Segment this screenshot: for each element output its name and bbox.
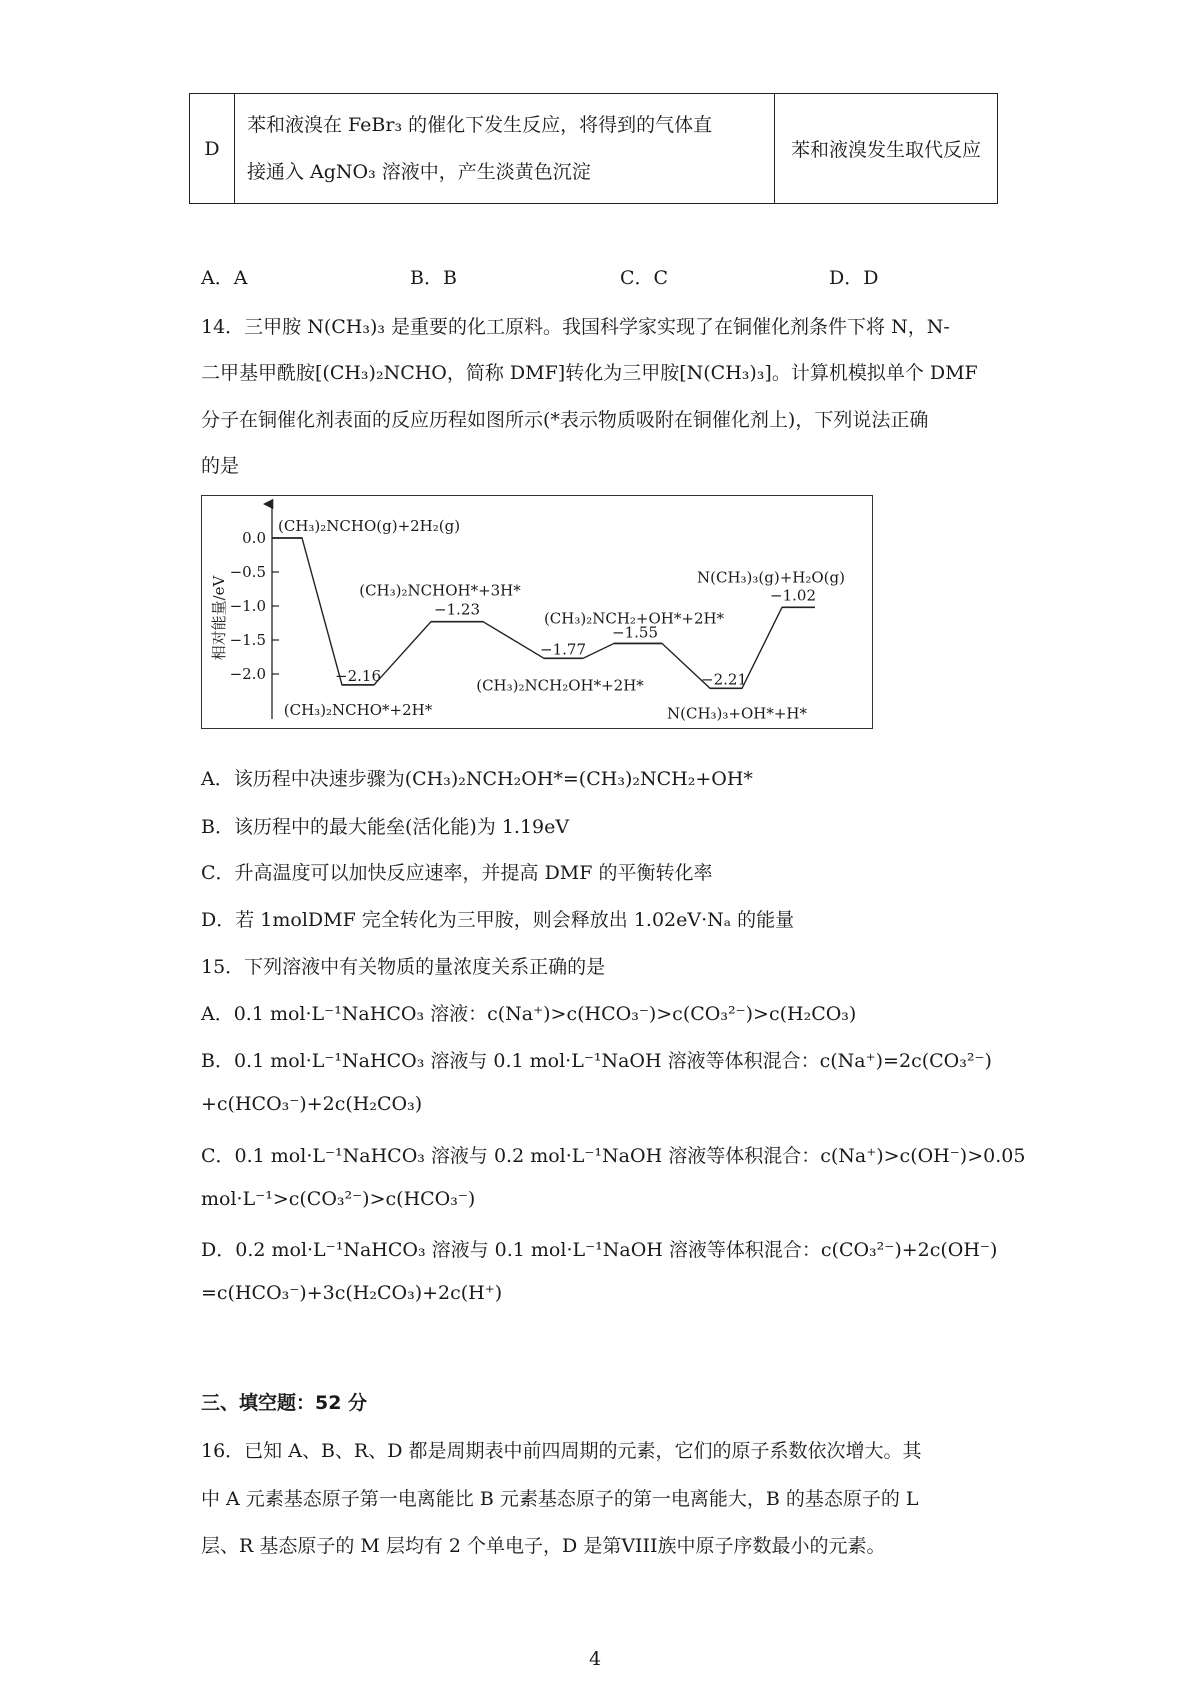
q13-option-b: B．B	[410, 267, 457, 289]
state-labels	[278, 517, 845, 722]
energy-label: −1.23	[434, 600, 480, 619]
y-tick-label: 0.0	[242, 529, 266, 547]
desc-line-1: 苯和液溴在 FeBr₃ 的催化下发生反应，将得到的气体直	[247, 113, 713, 136]
q16-line-1: 16．已知 A、B、R、D 都是周期表中前四周期的元素，它们的原子系数依次增大。其	[201, 1440, 922, 1462]
q15-option-c-line-1: C．0.1 mol·L⁻¹NaHCO₃ 溶液与 0.2 mol·L⁻¹NaOH 溶液等体积混合：c(Na⁺)>c(OH⁻)>0.05	[201, 1145, 1026, 1167]
q15-option-d-line-2: =c(HCO₃⁻)+3c(H₂CO₃)+2c(H⁺)	[201, 1282, 503, 1304]
y-tick-label: −0.5	[229, 563, 266, 581]
q14-option-d: D．若 1molDMF 完全转化为三甲胺，则会释放出 1.02eV·Nₐ 的能量	[201, 909, 795, 931]
q14-stem-line-3: 分子在铜催化剂表面的反应历程如图所示(*表示物质吸附在铜催化剂上)，下列说法正确	[201, 409, 929, 431]
energy-label: −1.55	[612, 623, 658, 642]
species-label: N(CH₃)₃(g)+H₂O(g)	[697, 568, 845, 587]
desc-line-2: 接通入 AgNO₃ 溶液中，产生淡黄色沉淀	[247, 160, 591, 183]
q16-line-2: 中 A 元素基态原子第一电离能比 B 元素基态原子的第一电离能大，B 的基态原子的 L	[201, 1488, 919, 1510]
energy-label: −1.77	[540, 640, 586, 659]
y-tick-label: −1.0	[229, 597, 266, 615]
species-label: N(CH₃)₃+OH*+H*	[666, 704, 808, 723]
q15-option-c-line-2: mol·L⁻¹>c(CO₃²⁻)>c(HCO₃⁻)	[201, 1188, 476, 1210]
energy-label: −2.21	[701, 670, 747, 689]
page-number: 4	[588, 1648, 602, 1670]
table-row	[190, 94, 998, 204]
species-label: (CH₃)₂NCH₂OH*+2H*	[476, 676, 644, 695]
row-description	[235, 94, 775, 204]
q14-stem-line-4: 的是	[201, 455, 240, 477]
q15-option-d-line-1: D．0.2 mol·L⁻¹NaHCO₃ 溶液与 0.1 mol·L⁻¹NaOH 溶液等体积混合：c(CO₃²⁻)+2c(OH⁻)	[201, 1239, 998, 1261]
q16-line-3: 层、R 基态原子的 M 层均有 2 个单电子，D 是第VIII族中原子序数最小的元素。	[201, 1535, 886, 1557]
y-tick-label: −1.5	[229, 631, 266, 649]
row-conclusion: 苯和液溴发生取代反应	[775, 94, 998, 204]
q13-option-a: A．A	[201, 267, 248, 289]
y-axis-label: 相对能量/eV	[210, 575, 228, 661]
row-label: D	[190, 94, 235, 204]
q15-option-b-line-2: +c(HCO₃⁻)+2c(H₂CO₃)	[201, 1093, 423, 1115]
q15-option-b-line-1: B．0.1 mol·L⁻¹NaHCO₃ 溶液与 0.1 mol·L⁻¹NaOH 溶液等体积混合：c(Na⁺)=2c(CO₃²⁻)	[201, 1050, 992, 1072]
option-table	[189, 93, 998, 204]
q14-option-c: C．升高温度可以加快反应速率，并提高 DMF 的平衡转化率	[201, 862, 713, 884]
q15-stem: 15．下列溶液中有关物质的量浓度关系正确的是	[201, 956, 606, 978]
species-label: (CH₃)₂NCHOH*+3H*	[359, 581, 521, 600]
q14-option-a: A．该历程中决速步骤为(CH₃)₂NCH₂OH*=(CH₃)₂NCH₂+OH*	[201, 768, 753, 790]
y-tick-label: −2.0	[229, 665, 266, 683]
species-label: (CH₃)₂NCH₂+OH*+2H*	[543, 609, 725, 628]
q13-option-c: C．C	[620, 267, 669, 289]
section-heading: 三、填空题：52 分	[201, 1392, 368, 1414]
q13-option-d: D．D	[829, 267, 879, 289]
species-label: (CH₃)₂NCHO(g)+2H₂(g)	[278, 517, 461, 535]
q14-stem-line-2: 二甲基甲酰胺[(CH₃)₂NCHO，简称 DMF]转化为三甲胺[N(CH₃)₃]。计算机模拟单个 DMF	[201, 362, 978, 384]
energy-chart-svg	[202, 496, 872, 728]
q14-option-b: B．该历程中的最大能垒(活化能)为 1.19eV	[201, 816, 570, 838]
species-label: (CH₃)₂NCHO*+2H*	[283, 700, 433, 719]
energy-profile-chart	[201, 495, 873, 729]
q15-option-a: A．0.1 mol·L⁻¹NaHCO₃ 溶液：c(Na⁺)>c(HCO₃⁻)>c(CO₃²⁻)>c(H₂CO₃)	[201, 1003, 857, 1025]
energy-label: −2.16	[335, 666, 381, 685]
q14-stem-line-1: 14．三甲胺 N(CH₃)₃ 是重要的化工原料。我国科学家实现了在铜催化剂条件下将 N，N-	[201, 316, 950, 338]
energy-label: −1.02	[770, 586, 816, 605]
